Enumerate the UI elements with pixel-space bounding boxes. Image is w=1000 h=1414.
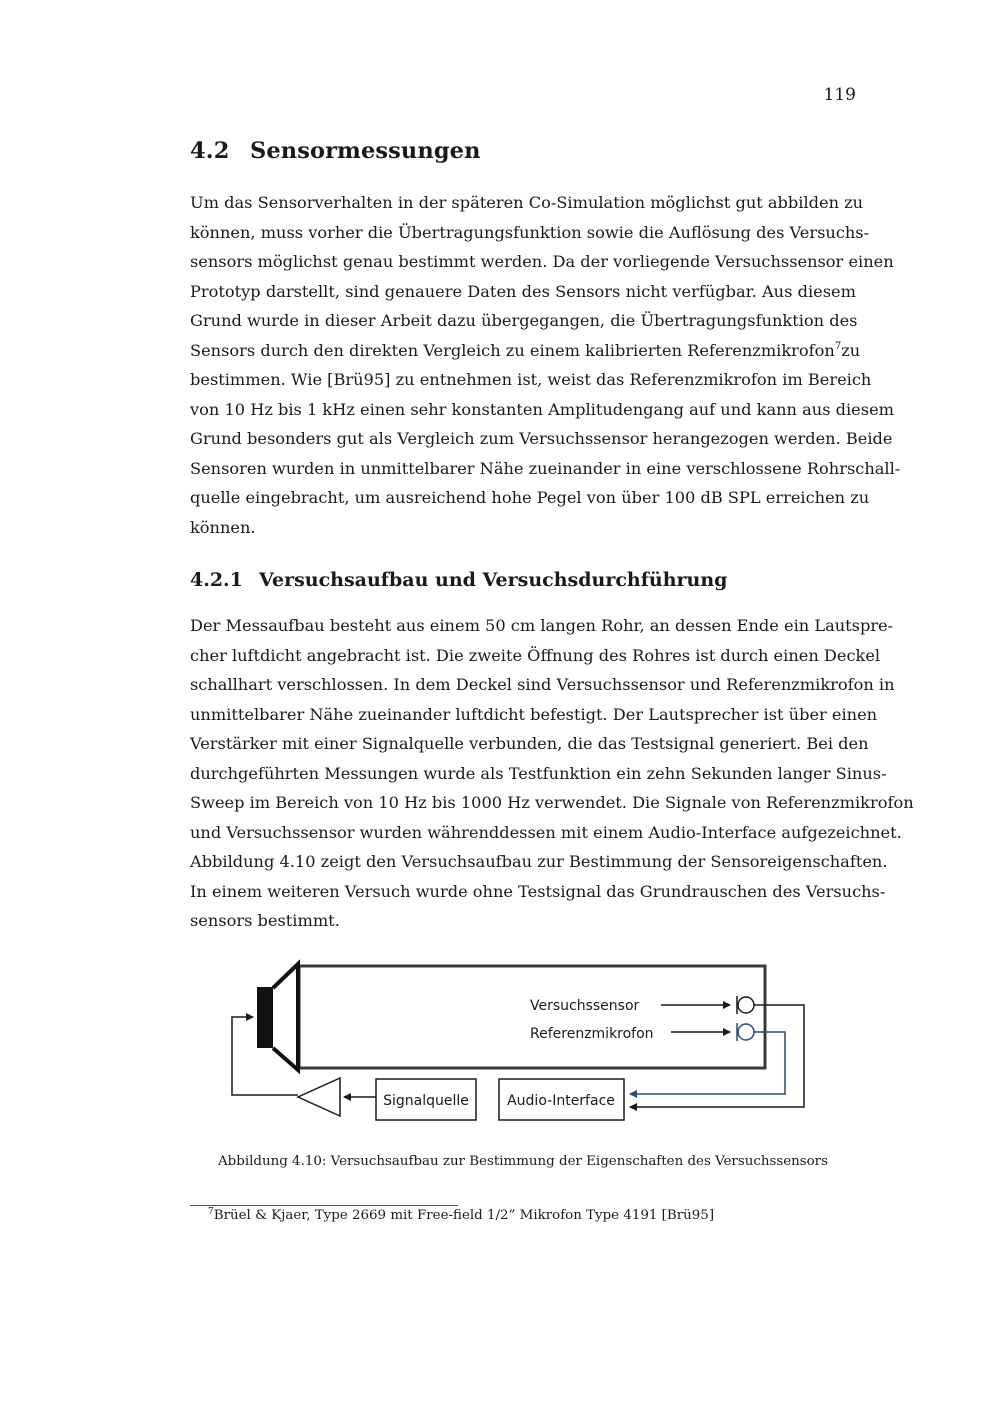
text-fragment: zu: [841, 340, 861, 360]
amplifier-triangle-icon: [298, 1078, 340, 1116]
text-line: durchgeführten Messungen wurde als Testfunktion ein zehn Sekunden langer Sinus-: [190, 763, 887, 783]
text-line-with-footnote: [190, 336, 861, 366]
text-line: von 10 Hz bis 1 kHz einen sehr konstanten Amplitudengang auf und kann aus diesem: [190, 399, 894, 419]
text-line: unmittelbarer Nähe zueinander luftdicht befestigt. Der Lautsprecher ist über einen: [190, 704, 878, 724]
sensor-signal-line: [630, 1005, 804, 1107]
section-title: Sensormessungen: [250, 138, 481, 164]
text-line: In einem weiteren Versuch wurde ohne Testsignal das Grundrauschen des Versuchs-: [190, 881, 886, 901]
text-line: Grund wurde in dieser Arbeit dazu übergegangen, die Übertragungsfunktion des: [190, 311, 858, 330]
figure-setup-diagram: [220, 950, 820, 1130]
text-line: Um das Sensorverhalten in der späteren Co-Simulation möglichst gut abbilden zu: [190, 193, 864, 212]
microphone-capsule-icon: [737, 1023, 754, 1041]
text-line: schallhart verschlossen. In dem Deckel sind Versuchssensor und Referenzmikrofon in: [190, 675, 895, 694]
subsection-paragraph: [190, 611, 914, 936]
text-line: bestimmen. Wie [Brü95] zu entnehmen ist, weist das Referenzmikrofon im Bereich: [190, 370, 872, 389]
footnote: [208, 1208, 714, 1223]
footnote-marker[interactable]: 7: [834, 340, 842, 352]
text-line: Sweep im Bereich von 10 Hz bis 1000 Hz verwendet. Die Signale von Referenzmikrofon: [190, 793, 914, 812]
signal-source-label: Signalquelle: [383, 1093, 469, 1109]
text-fragment: [190, 336, 841, 366]
reference-mic-label: Referenzmikrofon: [530, 1026, 654, 1042]
text-line: quelle eingebracht, um ausreichend hohe Pegel von über 100 dB SPL erreichen zu: [190, 488, 870, 507]
section-paragraph: [190, 188, 901, 542]
sensor-label: Versuchssensor: [530, 998, 640, 1014]
section-number: 4.2: [190, 138, 230, 164]
text-line: cher luftdicht angebracht ist. Die zweite Öffnung des Rohres ist durch einen Deckel: [190, 645, 881, 665]
footnote-marker: 7: [208, 1207, 214, 1217]
text-line: Grund besonders gut als Vergleich zum Versuchssensor herangezogen werden. Beide: [190, 429, 893, 448]
subsection-number: 4.2.1: [190, 569, 243, 591]
text-line: können.: [190, 517, 256, 537]
text-line: Verstärker mit einer Signalquelle verbunden, die das Testsignal generiert. Bei den: [190, 734, 869, 753]
text-line: können, muss vorher die Übertragungsfunktion sowie die Auflösung des Versuchs-: [190, 222, 870, 242]
text-line: Sensoren wurden in unmittelbarer Nähe zueinander in eine verschlossene Rohrschall-: [190, 458, 901, 478]
subsection-title: Versuchsaufbau und Versuchsdurchführung: [259, 569, 728, 591]
page-number: 119: [823, 85, 856, 105]
footnote-text: Brüel & Kjaer, Type 2669 mit Free-field 1/2” Mikrofon Type 4191 [Brü95]: [213, 1208, 715, 1223]
microphone-capsule-icon: [737, 996, 754, 1014]
text-line: Prototyp darstellt, sind genauere Daten des Sensors nicht verfügbar. Aus diesem: [190, 281, 856, 301]
figure-caption: Abbildung 4.10: Versuchsaufbau zur Bestimmung der Eigenschaften des Versuchssensors: [218, 1154, 828, 1169]
text-line-body: Sensors durch den direkten Vergleich zu einem kalibrierten Referenzmikrofon: [190, 340, 835, 360]
footnote-rule: [190, 1205, 458, 1206]
text-line: und Versuchssensor wurden währenddessen mit einem Audio-Interface aufgezeichnet.: [190, 822, 902, 842]
text-line: Der Messaufbau besteht aus einem 50 cm langen Rohr, an dessen Ende ein Lautspre-: [190, 616, 894, 635]
audio-interface-box: [499, 1079, 624, 1120]
text-line: sensors möglichst genau bestimmt werden. Da der vorliegende Versuchssensor einen: [190, 252, 894, 271]
subsection-heading: [190, 569, 727, 591]
text-line: sensors bestimmt.: [190, 911, 340, 930]
audio-interface-label: Audio-Interface: [507, 1093, 615, 1109]
section-heading: [190, 138, 481, 164]
speaker-icon: [257, 964, 298, 1070]
signal-source-box: [376, 1079, 476, 1120]
text-line: Abbildung 4.10 zeigt den Versuchsaufbau zur Bestimmung der Sensoreigenschaften.: [190, 852, 888, 871]
tube: [299, 966, 765, 1068]
